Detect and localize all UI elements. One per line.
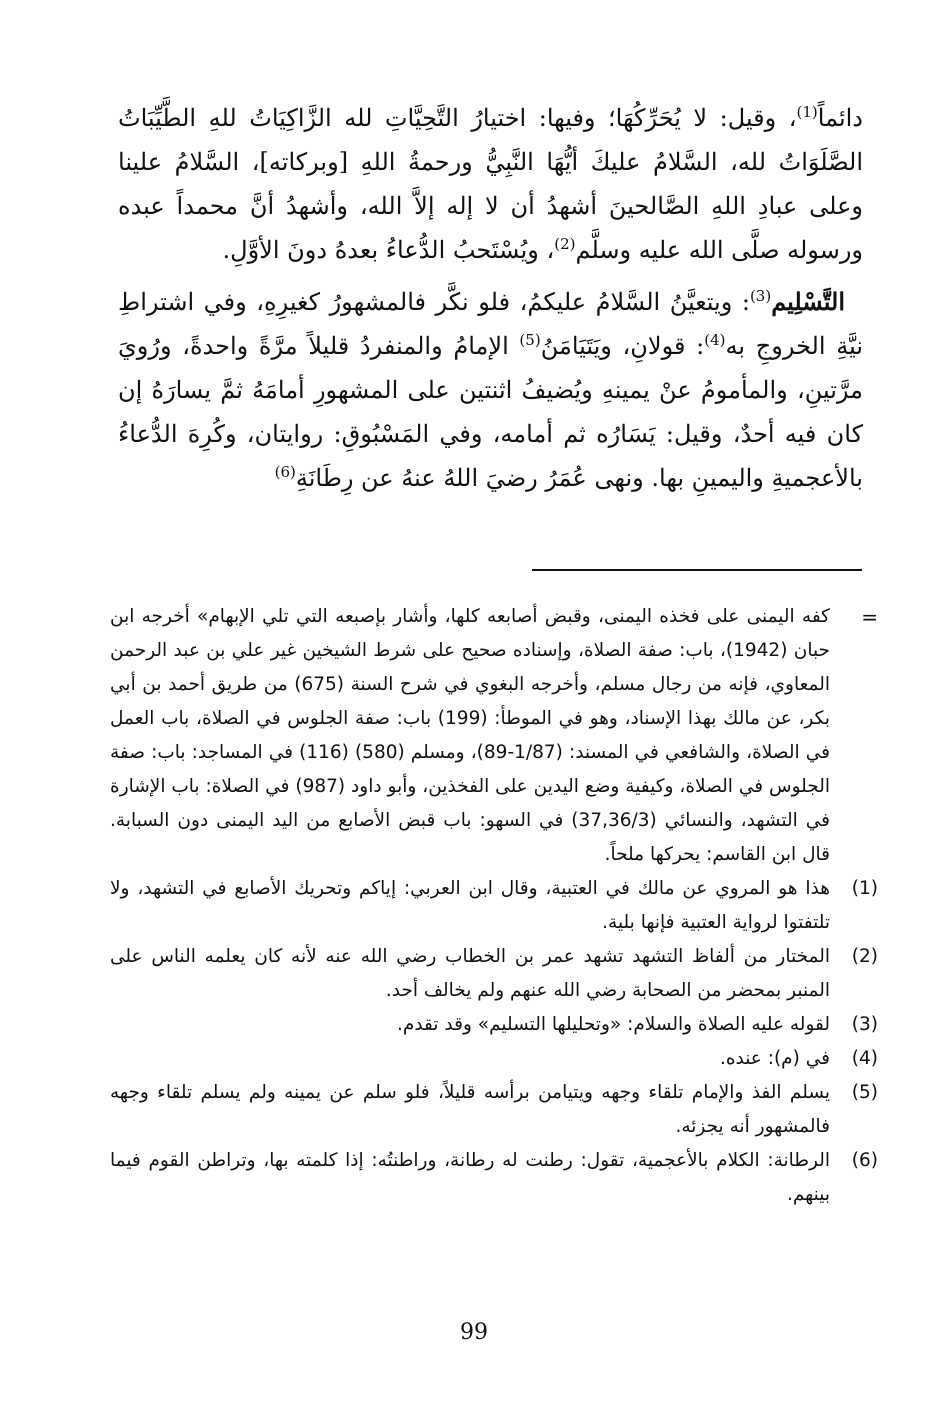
footnote-text: يسلم الفذ والإمام تلقاء وجهه ويتيامن برأسه قليلاً، فلو سلم عن يمينه ولم يسلم تلقاء وجهه فالمشهور أنه يجزئه. <box>110 1082 830 1137</box>
footnote-ref[interactable]: (2) <box>554 235 576 253</box>
footnote-text: لقوله عليه الصلاة والسلام: «وتحليلها التسليم» وقد تقدم. <box>396 1014 830 1035</box>
footnote-number: (5) <box>851 1082 878 1103</box>
footnote-ref[interactable]: (1) <box>796 103 818 121</box>
footnote-ref[interactable]: (6) <box>274 463 296 481</box>
footnote-text: هذا هو المروي عن مالك في العتبية، وقال ابن العربي: إياكم وتحريك الأصابع في التشهد، ولا تلتفتوا لرواية العتبية فإنها بلية. <box>110 878 830 933</box>
footnote-number: (4) <box>851 1048 878 1069</box>
main-paragraph-1 <box>118 96 863 272</box>
paragraph-text: : قولانِ، ويَتَيَامَنُ <box>540 332 705 360</box>
footnote-divider <box>532 569 862 571</box>
footnote-ref[interactable]: (3) <box>749 287 772 305</box>
footnote-5 <box>110 1076 878 1144</box>
footnote-1 <box>110 872 878 940</box>
footnote-4 <box>110 1042 878 1076</box>
paragraph-text: ، وقيل: لا يُحَرِّكُهَا؛ وفيها: اختيارُ التَّحِيَّاتِ لله الزَّاكِيَاتُ للهِ الطَّيِّبَاتُ الصَّلَوَاتُ لله، السَّلامُ عليكَ أيُّهَا النَّبِيُّ ورحمةُ اللهِ [وبركاته]، السَّلامُ علينا وعلى عبادِ اللهِ الصَّالحينَ أشهدُ أن لا إله إلاَّ الله، وأشهدُ أنَّ محمداً عبده ورسوله صلَّى الله عليه وسلَّم <box>118 104 863 264</box>
paragraph-text: دائماً <box>817 104 863 132</box>
footnote-text: الرطانة: الكلام بالأعجمية، تقول: رطنت له رطانة، وراطنتُه: إذا كلمته بها، وتراطن القوم فيما بينهم. <box>110 1150 830 1205</box>
footnote-number: (2) <box>851 946 878 967</box>
paragraph-text: ، ويُسْتَحبُ الدُّعاءُ بعدهُ دونَ الأوَّلِ. <box>222 236 555 264</box>
footnote-2 <box>110 940 878 1008</box>
footnote-ref[interactable]: (5) <box>519 331 541 349</box>
footnote-number: (6) <box>851 1150 878 1171</box>
paragraph-text: : ويتعيَّنُ السَّلامُ عليكمُ، فلو نكَّر فالمشهورُ كغيرِهِ، وفي اشتراطِ نيَّةِ الخروجِ به <box>118 288 863 360</box>
footnote-continuation <box>110 600 878 872</box>
main-paragraph-2 <box>118 280 863 500</box>
footnote-number: (1) <box>851 878 878 899</box>
footnote-text: في (م): عنده. <box>719 1048 830 1069</box>
page-number: 99 <box>460 1320 488 1345</box>
footnotes <box>110 600 878 1212</box>
continuation-marker: = <box>861 605 878 629</box>
footnote-text: كفه اليمنى على فخذه اليمنى، وقبض أصابعه كلها، وأشار بإصبعه التي تلي الإبهام» أخرجه ابن حبان (1942)، باب: صفة الصلاة، وإسناده صحيح على شرط الشيخين غير علي بن عبد الرحمن المعاوي، فإنه من رجال مسلم، وأخرجه البغوي في شرح السنة (675) من طريق أحمد بن أبي بكر، عن مالك بهذا الإسناد، وهو في الموطأ: (199) باب: صفة الجلوس في الصلاة، باب العمل في الصلاة، والشافعي في المسند: (1/87-89)، ومسلم (580) (116) في المساجد: باب: صفة الجلوس في الصلاة، وكيفية وضع اليدين على الفخذين، وأبو داود (987) في الصلاة: باب الإشارة في التشهد، والنسائي (37,36/3) في السهو: باب قبض الأصابع من اليد اليمنى دون السبابة. قال ابن القاسم: يحركها ملحاً. <box>110 606 831 865</box>
section-heading: التَّسْلِيم <box>771 287 845 316</box>
paragraph-text: الإمامُ والمنفردُ قليلاً مرَّةً واحدةً، ورُويَ مرَّتينِ، والمأمومُ عنْ يمينهِ ويُضيفُ اثنتين على المشهورِ أمامَهُ ثمَّ يسارَهُ إن كان فيه أحدٌ، وقيل: يَسَارُه ثم أمامه، وفي المَسْبُوقِ: روايتان، وكُرِهَ الدُّعاءُ بالأعجميةِ واليمينِ بها. ونهى عُمَرُ رضيَ اللهُ عنهُ عن رِطَانَةِ <box>118 332 863 492</box>
footnote-number: (3) <box>851 1014 878 1035</box>
main-text <box>118 96 863 500</box>
footnote-3 <box>110 1008 878 1042</box>
footnote-ref[interactable]: (4) <box>704 331 726 349</box>
footnote-text: المختار من ألفاظ التشهد تشهد عمر بن الخطاب رضي الله عنه لأنه كان يعلمه الناس على المنبر بمحضر من الصحابة رضي الله عنهم ولم يخالف أحد. <box>110 946 830 1001</box>
footnote-6 <box>110 1144 878 1212</box>
